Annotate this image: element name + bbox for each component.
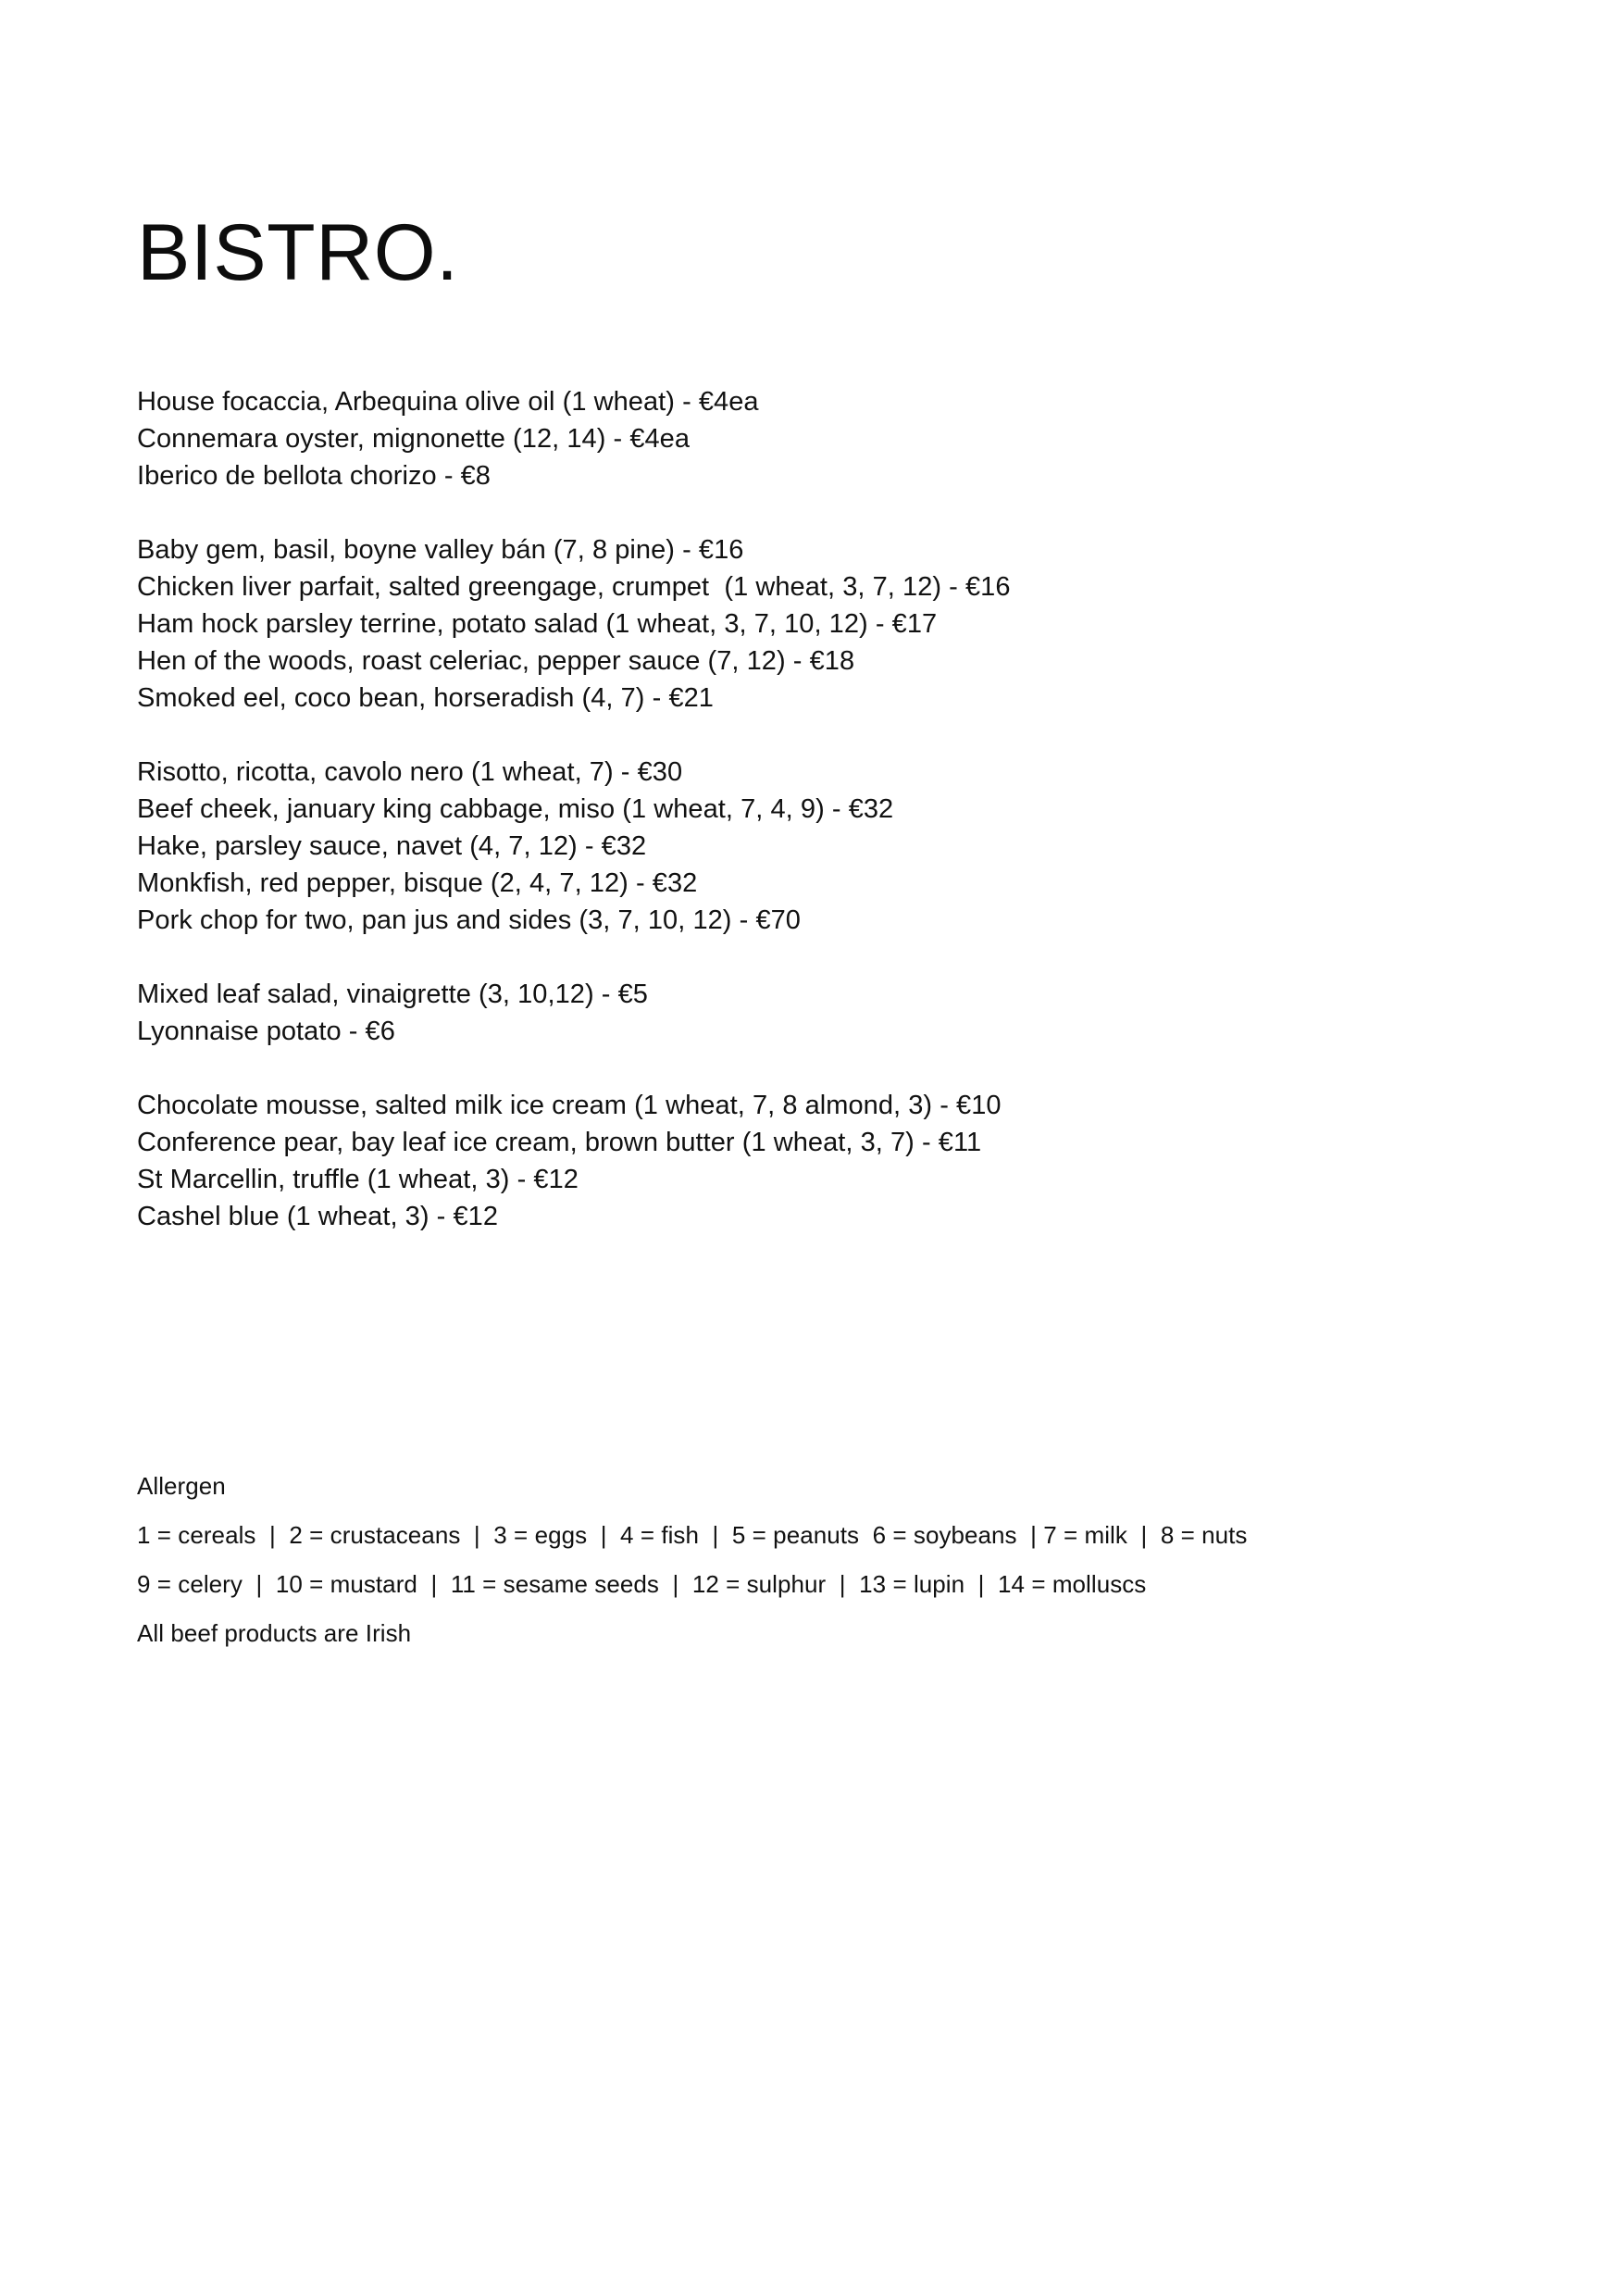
menu-section-starters: [137, 531, 1507, 717]
menu-item: Risotto, ricotta, cavolo nero (1 wheat, 7) - €30: [137, 757, 683, 787]
allergen-block: [137, 1462, 1507, 1658]
menu-item: Beef cheek, january king cabbage, miso (1 wheat, 7, 4, 9) - €32: [137, 794, 894, 824]
allergen-note: All beef products are Irish: [137, 1619, 412, 1647]
menu-item: Iberico de bellota chorizo - €8: [137, 461, 491, 491]
menu-section-mains: [137, 754, 1507, 939]
menu-item: Hen of the woods, roast celeriac, pepper sauce (7, 12) - €18: [137, 646, 855, 676]
menu-section-sides: [137, 976, 1507, 1050]
page-title: BISTRO.: [137, 208, 459, 297]
menu-item: Lyonnaise potato - €6: [137, 1017, 395, 1046]
menu-item: Chocolate mousse, salted milk ice cream (1 wheat, 7, 8 almond, 3) - €10: [137, 1091, 1002, 1120]
menu-item: Baby gem, basil, boyne valley bán (7, 8 pine) - €16: [137, 535, 744, 565]
allergen-legend-line: 1 = cereals | 2 = crustaceans | 3 = eggs | 4 = fish | 5 = peanuts 6 = soybeans | 7 = milk | 8 = nuts: [137, 1521, 1248, 1549]
menu-item: House focaccia, Arbequina olive oil (1 wheat) - €4ea: [137, 387, 759, 417]
menu-item: Monkfish, red pepper, bisque (2, 4, 7, 12) - €32: [137, 868, 698, 898]
menu-item: Connemara oyster, mignonette (12, 14) - €4ea: [137, 424, 691, 454]
menu-item: Conference pear, bay leaf ice cream, brown butter (1 wheat, 3, 7) - €11: [137, 1128, 982, 1157]
menu-item: St Marcellin, truffle (1 wheat, 3) - €12: [137, 1165, 579, 1194]
menu-item: Ham hock parsley terrine, potato salad (1 wheat, 3, 7, 10, 12) - €17: [137, 609, 938, 639]
menu-section-snacks: [137, 383, 1507, 494]
menu-sections: [137, 383, 1507, 1235]
menu-item: Hake, parsley sauce, navet (4, 7, 12) - €32: [137, 831, 647, 861]
menu-item: Cashel blue (1 wheat, 3) - €12: [137, 1202, 498, 1231]
menu-content: [137, 0, 1507, 1658]
menu-item: Smoked eel, coco bean, horseradish (4, 7) - €21: [137, 683, 714, 713]
menu-item: Chicken liver parfait, salted greengage, crumpet (1 wheat, 3, 7, 12) - €16: [137, 572, 1011, 602]
allergen-legend-line: 9 = celery | 10 = mustard | 11 = sesame seeds | 12 = sulphur | 13 = lupin | 14 = molluscs: [137, 1570, 1147, 1598]
menu-item: Pork chop for two, pan jus and sides (3, 7, 10, 12) - €70: [137, 905, 801, 935]
menu-item: Mixed leaf salad, vinaigrette (3, 10,12) - €5: [137, 980, 648, 1009]
allergen-heading: Allergen: [137, 1472, 226, 1500]
menu-section-desserts: [137, 1087, 1507, 1235]
